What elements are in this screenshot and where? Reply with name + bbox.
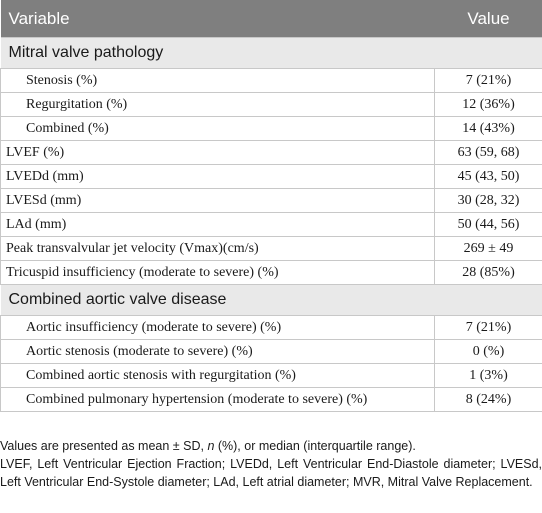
table-row: [1, 117, 542, 141]
table-row: [1, 141, 542, 165]
row-value: 30 (28, 32): [435, 189, 542, 213]
row-value: 12 (36%): [435, 93, 542, 117]
row-value: 0 (%): [435, 340, 542, 364]
row-value: 7 (21%): [435, 69, 542, 93]
footnote-values-suffix: (%), or median (interquartile range).: [214, 439, 416, 453]
section-header-row: [1, 38, 542, 69]
table-row: [1, 340, 542, 364]
row-label: LAd (mm): [1, 213, 435, 237]
section-title: Combined aortic valve disease: [1, 285, 542, 316]
table-header-row: [1, 0, 542, 38]
table-row: [1, 189, 542, 213]
footnote-n: n: [207, 439, 215, 453]
header-variable: Variable: [1, 0, 435, 38]
row-value: 28 (85%): [435, 261, 542, 285]
row-label: Regurgitation (%): [1, 93, 435, 117]
row-value: 1 (3%): [435, 364, 542, 388]
header-value: Value: [435, 0, 542, 38]
section-title: Mitral valve pathology: [1, 38, 542, 69]
table-row: [1, 165, 542, 189]
table-row: [1, 316, 542, 340]
footnote-abbreviations: LVEF, Left Ventricular Ejection Fraction; LVEDd, Left Ventricular End-Diastole diameter; LVESd, Left Ventricular End-Systole diameter; LAd, Left atrial diameter; MVR, Mitral Valve Replacement.: [0, 457, 542, 489]
footnote-values-prefix: Values are presented as mean ± SD,: [0, 439, 208, 453]
row-label: LVEF (%): [1, 141, 435, 165]
row-label: LVESd (mm): [1, 189, 435, 213]
row-label: Aortic insufficiency (moderate to severe) (%): [1, 316, 435, 340]
row-value: 45 (43, 50): [435, 165, 542, 189]
table-footnotes: [0, 437, 542, 491]
row-label: LVEDd (mm): [1, 165, 435, 189]
row-value: 50 (44, 56): [435, 213, 542, 237]
table-row: [1, 261, 542, 285]
row-value: 63 (59, 68): [435, 141, 542, 165]
table-row: [1, 69, 542, 93]
row-label: Peak transvalvular jet velocity (Vmax)(cm/s): [1, 237, 435, 261]
row-label: Combined aortic stenosis with regurgitation (%): [1, 364, 435, 388]
table-row: [1, 213, 542, 237]
row-value: 8 (24%): [435, 388, 542, 412]
table-row: [1, 388, 542, 412]
row-value: 269 ± 49: [435, 237, 542, 261]
footnote-values: [0, 437, 542, 455]
table-row: [1, 93, 542, 117]
row-label: Tricuspid insufficiency (moderate to severe) (%): [1, 261, 435, 285]
section-header-row: [1, 285, 542, 316]
table-row: [1, 237, 542, 261]
row-value: 14 (43%): [435, 117, 542, 141]
row-label: Combined (%): [1, 117, 435, 141]
table-row: [1, 364, 542, 388]
row-label: Combined pulmonary hypertension (moderate to severe) (%): [1, 388, 435, 412]
row-label: Aortic stenosis (moderate to severe) (%): [1, 340, 435, 364]
row-label: Stenosis (%): [1, 69, 435, 93]
table-body: [1, 38, 542, 412]
row-value: 7 (21%): [435, 316, 542, 340]
